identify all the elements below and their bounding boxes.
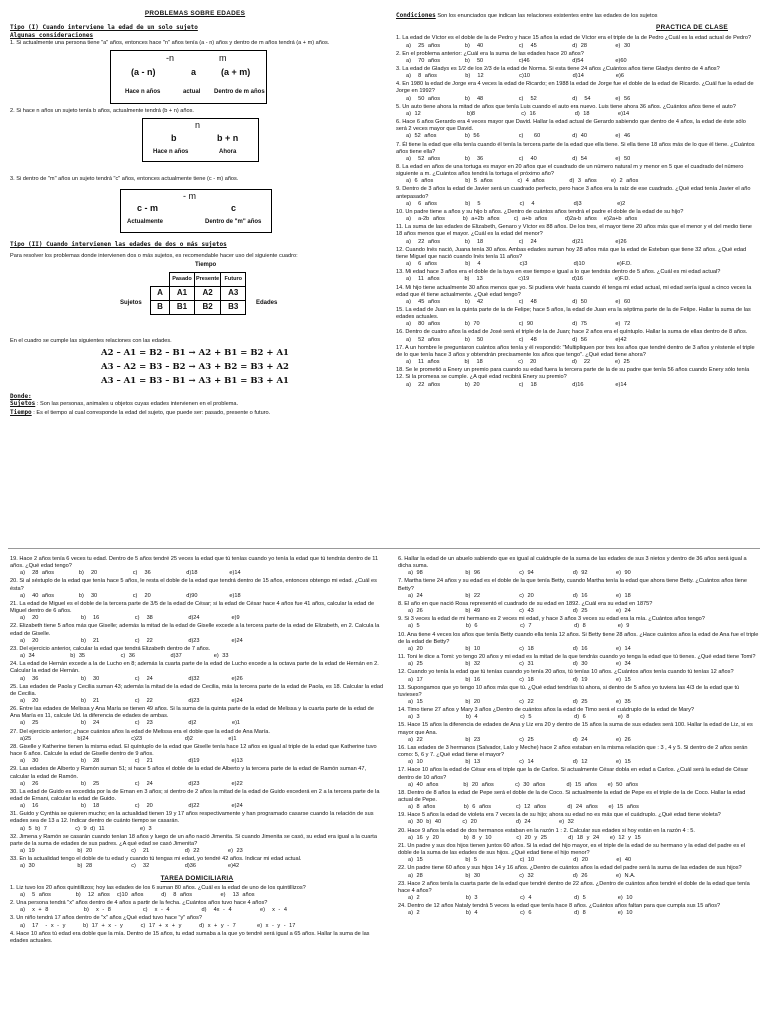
equation-1: A2 – A1 = B2 – B1 → A2 + B1 = B2 + A1 [101, 347, 289, 358]
point-2-text: 2. Si hace n años un sujeto tenía b años, actualmente tendrá (b + n) años. [10, 107, 194, 114]
problem-right-question: 23. Hace 2 años tenía la cuarta parte de la edad que tendré dentro de 22 años. ¿Dentro de cuántos años tendré el doble de la edad que tenía hace 4 años? [398, 880, 750, 894]
practica-options: a) a-2b años b) a+2b años c) a+b años d)2a-b años e)2a+b años [406, 216, 638, 223]
diagram-1-minus-n: -n [166, 52, 175, 63]
practica-options: a) 52 años b) 36 c) 40 d) 54 e) 50 [406, 155, 631, 162]
right-top-column [396, 12, 758, 520]
problem-right-options: a) 98 b) 96 c) 94 d) 92 e) 90 [408, 570, 631, 577]
practica-item [396, 224, 758, 245]
page-title-wrap [10, 10, 380, 18]
problem-left-options: a)25 b)24 c)23 d)2 e)1 [20, 735, 237, 742]
tarea-options: a) x + 8 b) x - 8 c) x - 4 d) 4x - 4 e) x - 4 [20, 907, 287, 914]
problem-right-options: a) 17 b) 16 c) 18 d) 19 e) 15 [408, 676, 631, 683]
problem-left-options: a) 16 b) 18 c) 20 d)22 e)24 [20, 803, 243, 810]
problem-right-options: a) 26 b) 49 c) 43 d) 25 e) 24 [408, 608, 631, 615]
problem-right-item [398, 865, 760, 879]
tiempo-text: : Es el tiempo al cual corresponde la edad del sujeto, que puede ser: pasado, presente o futuro. [33, 410, 271, 417]
table-sujetos-label: Sujetos [120, 299, 142, 306]
practica-item [396, 81, 758, 102]
table-cell-a3: A3 [221, 286, 246, 300]
problem-right-question: 24. Dentro de 12 años Nataly tendrá 5 veces la edad que tenía hace 8 años. ¿Cuántos años faltan para que cumpla sus 15 años? [398, 903, 721, 910]
problem-right-question: 11. Toni le dice a Tomi: yo tengo 20 años y mi edad es la mitad de la que tendrás cuando yo tenga la edad que tú tienes. ¿Qué edad tiene Tomi? [398, 654, 756, 661]
practica-options: a) 6 años b) 4 c)3 d)10 e)F.D. [406, 261, 632, 268]
practica-list [396, 35, 758, 388]
table-cell-b2: B2 [195, 300, 221, 314]
diagram-2-caption-2: Ahora [219, 148, 237, 155]
problem-right-options: a) 15 b) 20 c) 22 d) 25 e) 35 [408, 698, 631, 705]
tiempo-label: Tiempo [10, 409, 32, 417]
problem-left-question: 29. Las edades de Alberto y Ramón suman 51; si hace 5 años el doble de la edad de Alberto y la tercera parte de la edad de Ramón suman 47, calcular la edad de Ramón. [10, 766, 367, 780]
problem-right-question: 10. Ana tiene 4 veces los años que tenía Betty cuando ella tenía 12 años. Si Betty tiene 28 años. ¿Hace cuántos años la edad de Ana fue el triple de la edad de Betty? [398, 631, 759, 645]
problem-left-question: 30. La edad de Guido es excedida por la de Ernan en 3 años; si dentro de 2 años la mitad de la edad de Guido excederá en 2 a la tercera parte de la edad de Ernani, calcular la edad de Guido. [10, 788, 380, 802]
practica-options: a) 22 años b) 20 c) 18 d)16 e)14 [406, 381, 627, 388]
point-3-text: 3. Si dentro de "m" años un sujeto tendrá "c" años, entonces actualmente tiene (c - m) años. [10, 175, 239, 182]
sujetos-text: : Son las personas, animales u objetos cuyas edades intervienen en el problema. [36, 401, 239, 408]
problem-right-question: 8. El año en que nació Rosa representó el cuadrado de su edad en 1892. ¿Cuál era su edad en 1875? [398, 600, 653, 607]
tarea-title: TAREA DOMICILIARIA [160, 874, 234, 882]
practica-question: 4. En 1980 la edad de Jorge era 4 veces la edad de Ricardo; en 1988 la edad de Jorge fue el doble de la edad de Ricardo. ¿Cuál fue la edad de Jorge en 1992? [396, 81, 754, 95]
problem-right-question: 19. Hace 5 años la edad de violeta era 7 veces la de su hijo; ahora su edad no es más que el cuádruplo. ¿Qué edad tiene violeta? [398, 812, 721, 819]
problem-right-options: a) 24 b) 22 c) 20 d) 16 e) 18 [408, 592, 631, 599]
practica-options: a) 12 b)8 c) 16 d) 18 e)14 [406, 110, 630, 117]
table-col-pasado: Pasado [170, 272, 195, 286]
practica-item [396, 51, 758, 65]
tarea-options: a) 5 años b) 12 años c)10 años d) 8 años e) 13 años [20, 891, 255, 898]
problem-left-item [10, 601, 384, 622]
section-1-subtitle: Algunas consideraciones [10, 31, 94, 39]
problem-left-item [10, 744, 384, 765]
practica-item [396, 247, 758, 268]
problem-left-options: a) 20 b) 21 c) 22 d)23 e)24 [20, 637, 243, 644]
problem-left-item [10, 578, 384, 599]
problem-left-question: 27. Del ejercicio anterior; ¿hace cuántos años la edad de Melissa era el doble que la edad de Ana María. [10, 728, 270, 735]
table-row-a-label: A [151, 286, 170, 300]
problem-right-options: a) 15 b) 5 c) 10 d) 20 e) 40 [408, 857, 632, 864]
practica-question: 7. Él tiene la edad que ella tenía cuando él tenía la tercera parte de la edad que ella tiene. Si ella tiene 18 años más de lo que él tiene. ¿Cuántos años tiene ella? [396, 141, 755, 155]
practica-options: a) 6 años b) 5 años c) 4 años d) 3 años e) 2 años [406, 178, 639, 185]
problem-left-question: 20. Si al séxtuplo de la edad que tenía hace 5 años, le resta el doble de la edad que tendrá dentro de 15 años, entonces obtengo mi edad. ¿Cuál es ésta? [10, 578, 377, 592]
problem-left-item [10, 834, 384, 855]
practica-options: a) 11 años b) 13 c)19 d)16 e)F.D. [406, 276, 630, 283]
problem-right-options: a) 5 b) 6 c) 7 d) 8 e) 9 [408, 623, 630, 630]
table-cell-a1: A1 [170, 286, 195, 300]
practica-options: a) 80 años b) 70 c) 90 d) 75 e) 72 [406, 321, 631, 328]
problem-right-question: 14. Timo tiene 27 años y Mary 3 años ¿Dentro de cuántos años la edad de Timo será el cuádruplo de la edad de Mary? [398, 707, 695, 714]
table-col-presente: Presente [195, 272, 221, 286]
diagram-3-c: c [231, 203, 237, 213]
problem-right-options: a) 22 b) 23 c) 25 d) 24 e) 26 [408, 736, 631, 743]
problem-right-item [398, 812, 760, 826]
problem-right-item [398, 601, 760, 615]
problem-right-question: 22. Un padre tiene 60 años y sus hijos 14 y 16 años. ¿Dentro de cuántos años la edad del padre será la suma de las edades de sus hijos? [398, 865, 742, 872]
diagram-2 [142, 118, 259, 162]
problem-left-item [10, 684, 384, 705]
problem-left-question: 23. Del ejercicio anterior, calcular la edad que tendrá Elizabeth dentro de 7 años. [10, 645, 211, 652]
practica-item [396, 209, 758, 223]
practica-options: a) 22 años b) 18 c) 24 d)21 e)26 [406, 238, 627, 245]
practica-options: a) 52 años b) 56 c) 60 d) 40 e) 46 [406, 133, 631, 140]
practica-question: 14. Mi hijo tiene actualmente 30 años menos que yo. Si pudiera vivir hasta cuando él tenga mi edad actual, mi edad sería igual a cinco veces la edad que él tiene actualmente. ¿Qué edad tengo? [396, 284, 752, 298]
practica-question: 12. Cuando Inés nació, Juana tenía 30 años. Ambas edades suman hoy 28 años más que la edad de Esteban que tiene 32 años. ¿Qué edad tiene Miguel que nació cuando Inés tenía 11 años? [396, 246, 747, 260]
problem-left-options: a) 30 b) 28 c) 32 d)36 e)42 [20, 863, 240, 870]
practica-question: 16. Dentro de cuatro años la edad de José será el triple de la de Juan; hace 2 años era el quíntuplo. Hallar la suma de ellas dentro de 8 años. [396, 329, 748, 336]
tarea-item [10, 900, 384, 914]
problem-right-item [398, 790, 760, 811]
practica-item [396, 345, 758, 366]
problem-right-question: 13. Supongamos que yo tengo 10 años más que tú. ¿Qué edad tendrías tú ahora, si dentro de 5 años yo tuviera las 4/3 de la edad que tú tuvieses? [398, 684, 740, 698]
diagram-2-caption-1: Hace n años [153, 148, 189, 155]
problem-right-question: 18. Dentro de 8 años la edad de Pepe será el doble de la de Coco. Si actualmente la edad de Pepe es el triple de la de Coco. Hallar la edad actual de Pepe. [398, 789, 746, 803]
problem-right-item [398, 616, 760, 630]
practica-title: PRACTICA DE CLASE [656, 24, 728, 32]
practica-item [396, 35, 758, 49]
donde-label: Donde: [10, 392, 32, 400]
condiciones-definition [396, 12, 758, 20]
problem-right-question: 15. Hace 15 años la diferencia de edades de Ana y Liz era 20 y dentro de 15 años la suma de sus edades será 100. Hallar la edad de Liz, si es mayor que Ana. [398, 722, 753, 736]
practica-title-wrap [396, 24, 728, 32]
diagram-1-caption-1: Hace n años [125, 88, 161, 95]
diagram-1-a-plus-m: (a + m) [221, 66, 251, 77]
left-bottom-column [10, 556, 384, 1022]
problem-left-options: a) 34 b) 35 c) 36 d)37 e) 33 [20, 653, 229, 660]
tarea-question: 2. Una persona tendrá "x" años dentro de 4 años a partir de la fecha. ¿Cuántos años tuvo hace 4 años? [10, 900, 268, 907]
practica-options: a) 25 años b) 40 c) 45 d) 28 e) 30 [406, 42, 631, 49]
diagram-1-m: m [219, 52, 227, 63]
practica-item [396, 119, 758, 140]
problem-right-item [398, 745, 760, 766]
practica-question: 6. Hace 6 años Gerardo era 4 veces mayor que David. Hallar la edad actual de Gerardo sabiendo que dentro de 4 años, la edad de éste sólo será 2 veces mayor que David. [396, 119, 746, 133]
diagram-1-a-minus-n: (a - n) [131, 66, 156, 77]
tarea-item [10, 931, 384, 945]
practica-question: 11. La suma de las edades de Elizabeth, Genaro y Víctor es 88 años. De los tres, el mayor tiene 20 años más que el menor y el del medio tiene 18 años menos que el mayor. ¿Cuál es la edad del menor? [396, 224, 752, 238]
problem-left-question: 26. Entre las edades de Melissa y Ana María se tienen 49 años. Si la suma de la quinta parte de la edad de Melissa y la cuarta parte de la edad de Ana María es 11, calcule Ud. la diferencia de edades de ambas. [10, 706, 374, 720]
table-cell-a2: A2 [195, 286, 221, 300]
problem-right-item [398, 722, 760, 743]
problem-left-options: a) 20 b) 16 c) 38 d)24 e)9 [20, 615, 240, 622]
problem-left-question: 33. En la actualidad tengo el doble de tu edad y cuando tú tengas mi edad, yo tendré 42 años. Indicar mi edad actual. [10, 856, 302, 863]
problem-left-options: a) 26 b) 25 c) 24 d)23 e)22 [20, 780, 243, 787]
problem-right-options: a) 3 b) 4 c) 5 d) 6 e) 8 [408, 714, 630, 721]
equation-2: A3 – A2 = B3 – B2 → A3 + B2 = B3 + A2 [101, 361, 289, 372]
practica-item [396, 104, 758, 118]
practica-question: 1. La edad de Víctor es el doble de la de Pedro y hace 15 años la edad de Víctor era el triple de la de Pedro ¿Cuál es la edad actual de Pedro? [396, 35, 752, 42]
problem-left-item [10, 766, 384, 787]
problem-left-item [10, 623, 384, 644]
practica-question: 8. La edad en años de una tortuga es mayor en 20 años que el cuadrado de un número natural m y menor en 5 que el cuadrado del número siguiente a m. ¿Cuántos años tendrá la tortuga el próximo año? [396, 164, 744, 178]
diagram-3-caption-1: Actualmente [127, 219, 164, 225]
problem-left-item [10, 729, 384, 743]
condiciones-label: Condiciones [396, 12, 436, 19]
practica-question: 17. A un hombre le preguntaron cuántos años tenía y él respondió: "Multipliquen por tres los años que tendré dentro de 3 años y réstenle el triple de lo que tenía hace 3 años y obtendrán precisamente los años que tengo". ¿Qué edad tiene ahora? [396, 344, 755, 358]
condiciones-text: Son los enunciados que indican las relaciones existentes entre las edades de los sujetos [437, 13, 658, 19]
right-bottom-column [398, 556, 760, 1022]
table-col-futuro: Futuro [221, 272, 246, 286]
practica-item [396, 186, 758, 207]
tarea-options: a) 17 - x - y b) 17 + x - y c) 17 + x + y d) x + y - 7 e) x - y - 17 [20, 922, 296, 929]
problem-left-question: 28. Giselle y Katherine tienen la misma edad. El quíntuplo de la edad que Giselle tenía hace 12 años es igual al triple de la edad que Katherine tuvo hace 6 años. Calcule la edad de Giselle dentro de 9 años. [10, 743, 377, 758]
tarea-question: 1. Liz tuvo los 20 años quintillizos; hoy las edades de los 6 suman 80 años. ¿Cuál es la edad de uno de los quintillizos? [10, 884, 306, 891]
section-2-text: Para resolver los problemas donde intervienen dos o más sujetos, es recomendable hacer uso del siguiente cuadro: [10, 252, 298, 259]
diagram-3-m: - m [183, 191, 196, 201]
problem-right-item [398, 903, 760, 917]
problems-list-left [10, 556, 384, 871]
section-2-title: Tipo (II) Cuando intervienen las edades de dos o más sujetos [10, 241, 227, 248]
page-divider [8, 548, 760, 549]
tarea-question: 4. Hace 10 años tú edad era doble que la mía. Dentro de 15 años, tu edad sumaba a la que yo tendré será igual a 65 años. Hallar la suma de las edades actuales. [10, 930, 370, 944]
tarea-item [10, 885, 384, 899]
problem-right-item [398, 881, 760, 902]
practica-options: a) 11 años b) 18 c) 20 d) 22 e) 25 [406, 359, 630, 366]
practica-question: 5. Un auto tiene ahora la mitad de años que tenía Luis cuando el auto era nuevo. Luis tiene ahora 36 años. ¿Cuántos años tiene el auto? [396, 103, 736, 110]
problem-left-options: a) 20 b) 21 c) 22 d)23 e)24 [20, 697, 243, 704]
practica-item [396, 367, 758, 388]
problem-right-item [398, 828, 760, 842]
problem-left-item [10, 811, 384, 832]
diagram-2-n: n [195, 119, 201, 130]
problem-left-options: a) 28 años b) 20 c) 36 d)18 e)14 [20, 570, 241, 577]
problem-right-item [398, 632, 760, 653]
problem-left-options: a) 30 b) 28 c) 21 d)19 e)13 [20, 758, 243, 765]
sujetos-label: Sujetos [10, 400, 36, 408]
practica-options: a) 50 años b) 48 c) 52 d) 54 e) 56 [406, 95, 631, 102]
diagram-1-a: a [191, 66, 197, 77]
table-cell-b1: B1 [170, 300, 195, 314]
problem-left-item [10, 661, 384, 682]
problem-right-item [398, 556, 760, 577]
problem-right-options: a) 40 años b) 20 años c) 30 años d) 15 años e) 50 años [408, 781, 639, 788]
problem-left-options: a) 19 b) 20 c) 21 d) 22 e) 23 [20, 848, 243, 855]
point-1-text: 1. Si actualmente una persona tiene "a" años, entonces hace "n" años tenía (a - n) años y dentro de m años tendrá (a + m) años. [10, 39, 330, 46]
table-cell-b3: B3 [221, 300, 246, 314]
practica-question: 10. Un padre tiene a años y su hijo b años. ¿Dentro de cuántos años tendrá el padre el doble de la edad de su hijo? [396, 208, 684, 215]
practica-question: 3. La edad de Gladys es 1/2 de los 2/3 de la edad de Norma. Si esta tiene 24 años ¿Cuántos años tiene Gladys dentro de 4 años? [396, 65, 720, 72]
practica-item [396, 285, 758, 306]
problem-right-options: a) 20 b) 10 c) 18 d) 16 e) 14 [408, 645, 631, 652]
problem-left-question: 21. La edad de Miguel es el doble de la tercera parte de 3/5 de la edad de César; si la edad de César hace 4 años fue 41 años, calcular la edad de Miguel dentro de 6 años. [10, 600, 375, 615]
section-1-title: Tipo (I) Cuando interviene la edad de un solo sujeto [10, 24, 198, 32]
problem-right-item [398, 843, 760, 864]
problem-right-item [398, 654, 760, 668]
problem-right-item [398, 669, 760, 683]
problem-right-options: a) 8 años b) 6 años c) 12 años d) 24 años e) 15 años [408, 804, 639, 811]
problem-left-item [10, 706, 384, 727]
page-title: PROBLEMAS SOBRE EDADES [144, 10, 246, 17]
left-top-column [10, 10, 380, 530]
table-edades-label: Edades [256, 299, 278, 306]
diagram-2-b-plus-n: b + n [217, 132, 239, 143]
problem-left-options: a) 5 b) 7 c) 9 d) 11 e) 3 [20, 825, 152, 832]
practica-question: 2. En el problema anterior: ¿Cuál era la suma de las edades hace 20 años? [396, 50, 584, 57]
problem-left-options: a) 25 b) 24 c) 23 d)2 e)1 [20, 720, 241, 727]
practica-question: 9. Dentro de 3 años la edad de Javier será un cuadrado perfecto, pero hace 3 años era la raíz de ese cuadrado. ¿Qué edad tenía Javier el año antepasado? [396, 186, 751, 200]
problem-right-options: a) 25 b) 32 c) 31 d) 30 e) 34 [408, 661, 631, 668]
problem-left-question: 32. Jimena y Ramón se casarán cuando tenían 18 años y luego de un año nació Jimenita. Si cuando Jimenita se casó, su edad era igual a la cuarta parte de la suma de edades de sus padres. ¿A qué edad se casó Jimenita? [10, 833, 377, 847]
practica-options: a) 6 años b) 5 c) 4 d)3 e)2 [406, 200, 626, 207]
problem-left-question: 31. Guido y Cynthia se quieren mucho; en la actualidad tienen 19 y 17 años respectivamente y han programado casarse cuando la relación de sus edades sea de 13 a 12. Indicar dentro de cuánto tiempo se casarán. [10, 811, 374, 825]
practica-question: 18. Se le prometió a Enery un premio para cuando su edad fuera la tercera parte de la de su padre que tenía 56 años cuando Enery sólo tenía 12. Si la promesa se cumple. ¿A qué edad recibirá Enery su premio? [396, 367, 750, 381]
problem-left-item [10, 856, 384, 870]
problem-left-options: a) 36 b) 30 c) 24 d)32 e)26 [20, 675, 243, 682]
problem-right-options: a) 28 b) 30 c) 32 d) 26 e) N.A. [408, 872, 636, 879]
problem-left-question: 19. Hace 2 años tenía 6 veces tu edad. Dentro de 5 años tendré 25 veces la edad que tú tenías cuando yo tenía la edad que tú tendrás dentro de 11 años. ¿Qué edad tengo? [10, 556, 379, 570]
table-tiempo-label: Tiempo [195, 261, 217, 268]
problem-right-item [398, 707, 760, 721]
problem-right-item [398, 767, 760, 788]
problems-list-right [398, 556, 760, 918]
practica-item [396, 142, 758, 163]
problem-left-question: 24. La edad de Hernán excede a la de Lucho en 8; además la cuarta parte de la edad de Lucho excede a la octava parte de la edad de Hernán en 2. Calcular la edad de Hernán. [10, 661, 379, 675]
tarea-item [10, 915, 384, 929]
problem-right-options: a) 16 y 20 b) 8 y 10 c) 20 y 25 d) 18 y 24 e) 12 y 15 [408, 834, 641, 841]
diagram-3-caption-2: Dentro de "m" años [205, 219, 262, 225]
practica-item [396, 164, 758, 185]
problem-right-options: a) 10 b) 13 c) 14 d) 12 e) 15 [408, 759, 631, 766]
problem-right-options: a) 2 b) 4 c) 6 d) 8 e) 10 [408, 910, 633, 917]
problem-right-question: 7. Martha tiene 24 años y su edad es el doble de la que tenía Betty, cuando Martha tenía la edad que ahora tiene Betty. ¿Cuántos años tiene Betty? [398, 578, 748, 592]
practica-item [396, 307, 758, 328]
problem-right-question: 21. Un padre y sus dos hijos tienen juntos 60 años. Si la edad del hijo mayor, es el triple de la edad de su hermano y la edad del padre es el doble de la suma de las edades de sus hijos. ¿Qué edad tiene el hijo menor? [398, 842, 746, 857]
practica-options: a) 52 años b) 50 c) 48 d) 56 e)42 [406, 336, 627, 343]
sujetos-definition [10, 400, 380, 408]
table-row-b-label: B [151, 300, 170, 314]
problem-left-options: a) 40 años b) 30 c) 20 d)90 e)18 [20, 592, 241, 599]
problem-right-options: a) 2 b) 3 c) 4 d) 5 e) 10 [408, 895, 633, 902]
diagram-2-b: b [171, 132, 177, 143]
tarea-title-wrap [10, 875, 384, 883]
problem-left-item [10, 556, 384, 577]
ages-table-block [10, 262, 380, 334]
problem-right-question: 9. Si 3 veces la edad de mi hermano es 2 veces mi edad, y hace 3 años 3 veces su edad era la mía. ¿Cuántos años tengo? [398, 616, 705, 623]
tarea-list [10, 885, 384, 945]
practica-options: a) 70 años b) 50 c)46 d)54 e)60 [406, 57, 627, 64]
problem-right-question: 17. Hace 10 años la edad de César era el triple que la de Carlos. Si actualmente César dobla en edad a Carlos. ¿Cuál será la edad de César dentro de 10 años? [398, 767, 749, 781]
practica-options: a) 45 años b) 42 c) 48 d) 50 e) 60 [406, 298, 631, 305]
equation-3: A3 – A1 = B3 – B1 → A3 + B1 = B3 + A1 [101, 375, 289, 386]
problem-right-item [398, 685, 760, 706]
practica-item [396, 329, 758, 343]
practica-question: 13. Mi edad hace 3 años era el doble de la tuya en ese tiempo e igual a lo que tendrás dentro de 5 años. ¿Cuál es mi edad actual? [396, 269, 721, 276]
table-note: En el cuadro se cumple las siguientes relaciones con las edades. [10, 337, 172, 344]
tarea-question: 3. Un niño tendrá 17 años dentro de "x" años ¿Qué edad tuvo hace "y" años? [10, 915, 203, 922]
tiempo-definition [10, 409, 380, 417]
problem-left-item [10, 789, 384, 810]
problem-right-question: 20. Hace 9 años la edad de dos hermanos estaban en la razón 1 : 2. Calcular sus edades si hoy están en la razón 4 : 5. [398, 827, 695, 834]
practica-options: a) 8 años b) 12 c)10 d)14 e)6 [406, 73, 624, 80]
practica-item [396, 66, 758, 80]
problem-left-question: 22. Elizabeth tiene 5 años más que Giselle; además la mitad de la edad de Giselle excede a la tercera parte de la edad de Elizabeth, en 2. Calcula la edad de Giselle. [10, 623, 380, 637]
problem-right-question: 16. Las edades de 3 hermanos (Salvador, Lalo y Meche) hace 2 años estaban en la misma relación que : 3 , 4 y 5. Si dentro de 2 años serán como: 5, 6 y 7. ¿Qué edad tiene el mayor? [398, 744, 748, 759]
problem-right-item [398, 578, 760, 599]
problem-left-item [10, 646, 384, 660]
diagram-1-caption-3: Dentro de m años [214, 88, 265, 95]
diagram-3 [120, 189, 272, 233]
problem-right-question: 6. Hallar la edad de un abuelo sabiendo que es igual al cuádruple de la suma de las edades de sus 3 nietos y dentro de 36 años será igual a dicha suma. [398, 556, 747, 570]
diagram-1-caption-2: actual [183, 88, 201, 95]
diagram-1 [110, 50, 267, 104]
diagram-3-c-minus-m: c - m [137, 203, 159, 213]
problem-right-options: a) 30 b) 40 c) 20 d) 24 e) 32 [408, 819, 574, 826]
ages-table [150, 272, 246, 315]
problem-right-question: 12. Cuando yo tenía la edad que tú tenías cuando yo tenía 20 años, tú tenías 10 años. ¿Cuántos años tenía cuando tú tenías 12 años? [398, 669, 734, 676]
problem-left-question: 25. Las edades de Paola y Cecilia suman 43; además la mitad de la edad de Cecilia, más la tercera parte de la edad de Paola, es 18. Calcular la edad de Cecilia. [10, 683, 384, 697]
practica-question: 15. La edad de Juan es la quinta parte de la de Felipe; hace 5 años, la edad de Juan era la séptima parte de la de Felipe. Hallar la suma de las edades actuales. [396, 306, 751, 321]
practica-item [396, 269, 758, 283]
